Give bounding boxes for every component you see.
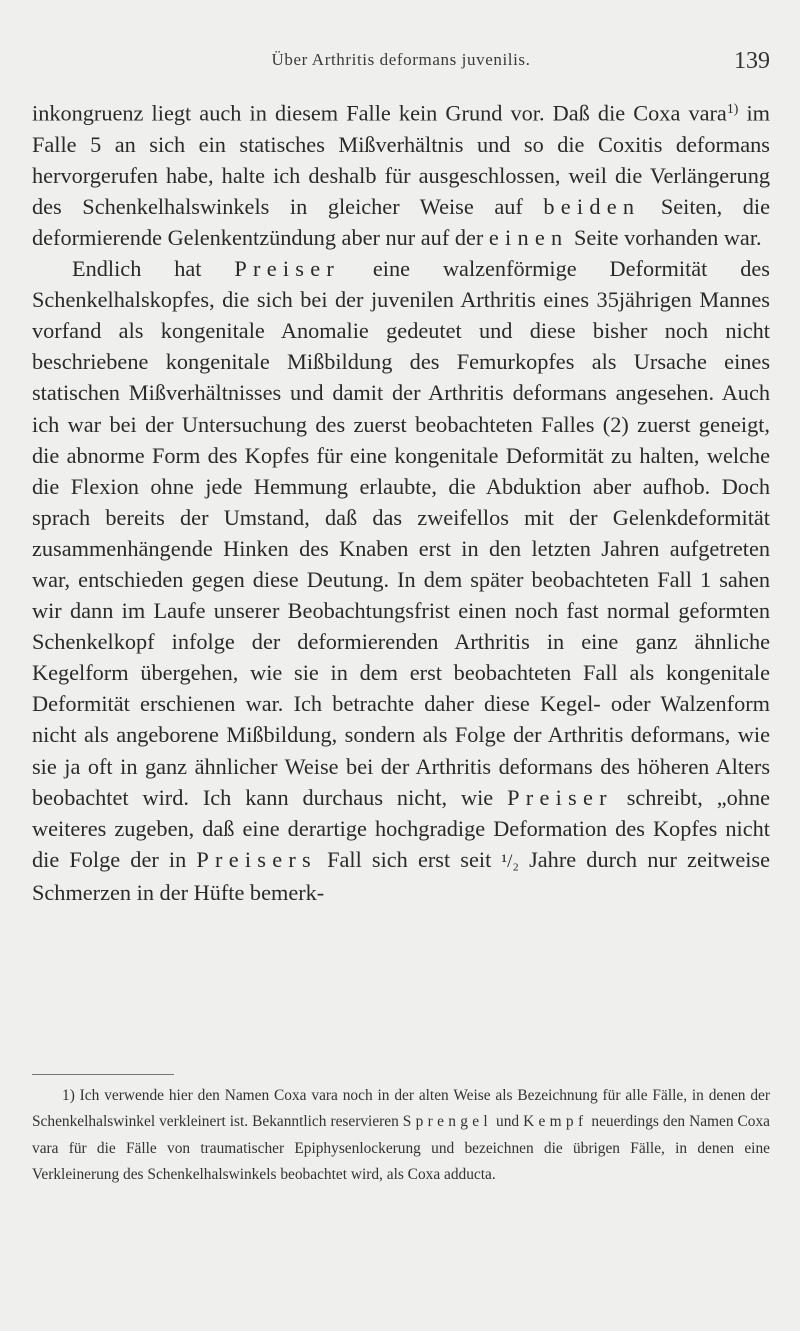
- paragraph-1: [32, 93, 770, 253]
- text-run: eine walzenförmige Deformität des Schenkelhalskopfes, die sich bei der juvenilen Arthritis eines 35jährigen Mannes vorfand als kongenitale Anomalie gedeutet und diese bisher noch nicht beschriebene kongenitale Mißbildung des Femurkopfes als Ursache eines statischen Mißverhältnisses und damit der Arthritis deformans angesehen. Auch ich war bei der Untersuchung des zuerst beobachteten Falles (2) zuerst geneigt, die abnorme Form des Kopfes für eine kongenitale Deformität zu halten, welche die Flexion ohne jede Hemmung erlaubte, die Abduktion aber aufhob. Doch sprach bereits der Umstand, daß das zweifellos mit der Gelenkdeformität zusammenhängende Hinken des Knaben erst in den letzten Jahren aufgetreten war, entschieden gegen diese Deutung. In dem später beobachteten Fall 1 sahen wir dann im Laufe unserer Beobachtungsfrist einen noch fast normal geformten Schenkelkopf infolge der deformierenden Arthritis in eine ganz ähnliche Kegelform übergehen, wie sie in dem erst beobachteten Fall als kongenitale Deformität erschienen war. Ich betrachte daher diese Kegel- oder Walzenform nicht als angeborene Mißbildung, sondern als Folge der Arthritis deformans, wie sie ja oft in ganz ähnlicher Weise bei der Arthritis deformans des höheren Alters beobachtet wird. Ich kann durchaus nicht, wie: [32, 256, 770, 810]
- text-run: Jahre durch nur zeitweise Schmerzen in der Hüfte bemerk-: [32, 846, 771, 905]
- running-title: Über Arthritis deformans juvenilis.: [271, 50, 531, 69]
- spaced-author-name: Preiser: [507, 784, 613, 810]
- text-run: inkongruenz liegt auch in diesem Falle kein Grund vor. Daß die Coxa vara: [32, 100, 727, 126]
- spaced-emphasis: einen: [488, 224, 569, 250]
- footnote-divider: [32, 1074, 174, 1075]
- page-number: 139: [734, 48, 770, 74]
- text-run: 1) Ich verwende hier den Namen Coxa vara noch in der alten Weise als Bezeichnung für alle Fälle, in denen der Schenkelhalswinkel verkleinert ist. Bekanntlich reservieren: [32, 1087, 770, 1131]
- text-run: neuerdings den Namen Coxa vara für die Fälle von traumatischer Epiphysenlockerung und bezeichnen die übrigen Fälle, in denen eine Verkleinerung des Schenkelhalswinkels beobachtet wird, als Coxa adducta.: [32, 1113, 771, 1183]
- spaced-emphasis: beiden: [543, 193, 641, 219]
- spaced-author-name: Kempf: [523, 1113, 588, 1131]
- body-text: [32, 93, 770, 908]
- text-run: und: [492, 1113, 524, 1131]
- paragraph-2: [32, 253, 770, 908]
- text-run: im Falle 5 an sich ein statisches Mißverhältnis und so die Coxitis deformans hervorgerufen habe, halte ich deshalb für ausgeschlossen, weil die Verlängerung des Schenkelhalswinkels in gleicher Weise auf: [32, 100, 770, 219]
- text-run: schreibt, „ohne weiteres zugeben, daß eine derartige hochgradige Deformation des Kopfes nicht die Folge der in: [32, 784, 771, 872]
- footnote-reference: 1): [726, 101, 739, 116]
- spaced-author-name: Preiser: [234, 256, 341, 282]
- text-run: Seite vorhanden war.: [568, 224, 762, 250]
- footnote: [32, 1083, 770, 1188]
- spaced-author-name: Sprengel: [402, 1113, 493, 1131]
- text-run: Seiten, die deformierende Gelenkentzündung aber nur auf der: [32, 193, 770, 250]
- text-run: Fall sich erst seit: [316, 846, 502, 872]
- text-run: Endlich hat: [72, 256, 235, 282]
- page-header: [32, 44, 770, 80]
- footnote-text: [32, 1083, 770, 1188]
- fraction: ¹/₂: [501, 850, 519, 872]
- spaced-author-name: Preisers: [196, 846, 317, 872]
